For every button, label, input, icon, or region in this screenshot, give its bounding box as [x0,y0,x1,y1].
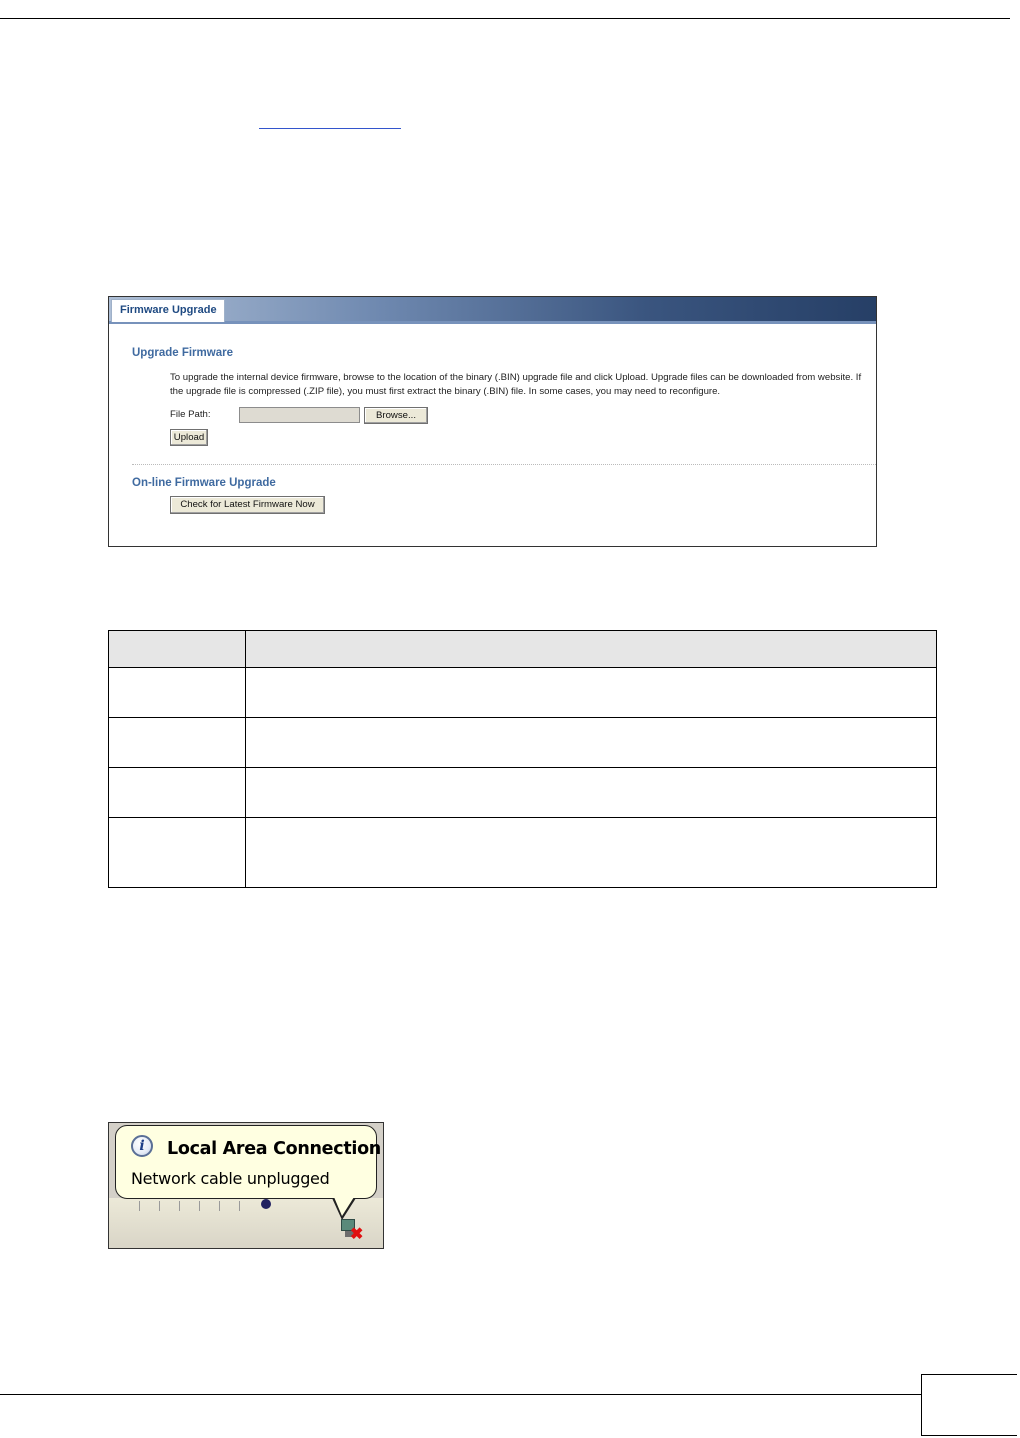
balloon-title: Local Area Connection [167,1139,381,1159]
firmware-upgrade-screenshot [108,296,877,547]
table-cell [109,718,246,768]
section-divider [132,464,876,465]
table-cell [109,668,246,718]
table-header-cell [246,631,937,668]
table-row [109,768,937,818]
taskbar-divider [199,1201,200,1211]
online-firmware-upgrade-title: On-line Firmware Upgrade [132,477,276,489]
table-cell [109,768,246,818]
taskbar-divider [159,1201,160,1211]
taskbar-divider [139,1201,140,1211]
header-rule [0,18,1010,19]
table-header-row [109,631,937,668]
check-latest-firmware-button[interactable]: Check for Latest Firmware Now [170,496,325,514]
table-cell [246,668,937,718]
table-cell [246,818,937,888]
upgrade-firmware-title: Upgrade Firmware [132,347,233,359]
balloon-message: Network cable unplugged [131,1169,330,1188]
link-underline [259,128,401,129]
taskbar-divider [179,1201,180,1211]
taskbar-divider [219,1201,220,1211]
footer-rule [0,1394,922,1395]
table-header-cell [109,631,246,668]
table-cell [246,768,937,818]
table-row [109,818,937,888]
table-cell [109,818,246,888]
browse-button[interactable]: Browse... [364,407,428,424]
file-path-label: File Path: [170,409,211,420]
table-row [109,718,937,768]
file-path-input[interactable] [239,407,360,423]
upload-button[interactable]: Upload [170,429,208,446]
table-row [109,668,937,718]
network-balloon-screenshot [108,1122,384,1249]
error-x-icon: ✖ [350,1226,364,1243]
description-table [108,630,937,888]
balloon-tail-fill [334,1197,354,1216]
table-cell [246,718,937,768]
tray-icon [261,1199,271,1209]
upgrade-description: To upgrade the internal device firmware, browse to the location of the binary (.BIN) upgrade file and click Upload. Upgrade files can be downloaded from website. If the upgrade file is compressed (.ZIP file), you must first extract the binary (.BIN) file. In some cases, you may need to reconfigure. [170,372,862,397]
page-number-box [921,1374,1017,1436]
taskbar-divider [239,1201,240,1211]
info-icon: i [131,1135,153,1157]
tab-firmware-upgrade[interactable]: Firmware Upgrade [111,299,225,322]
